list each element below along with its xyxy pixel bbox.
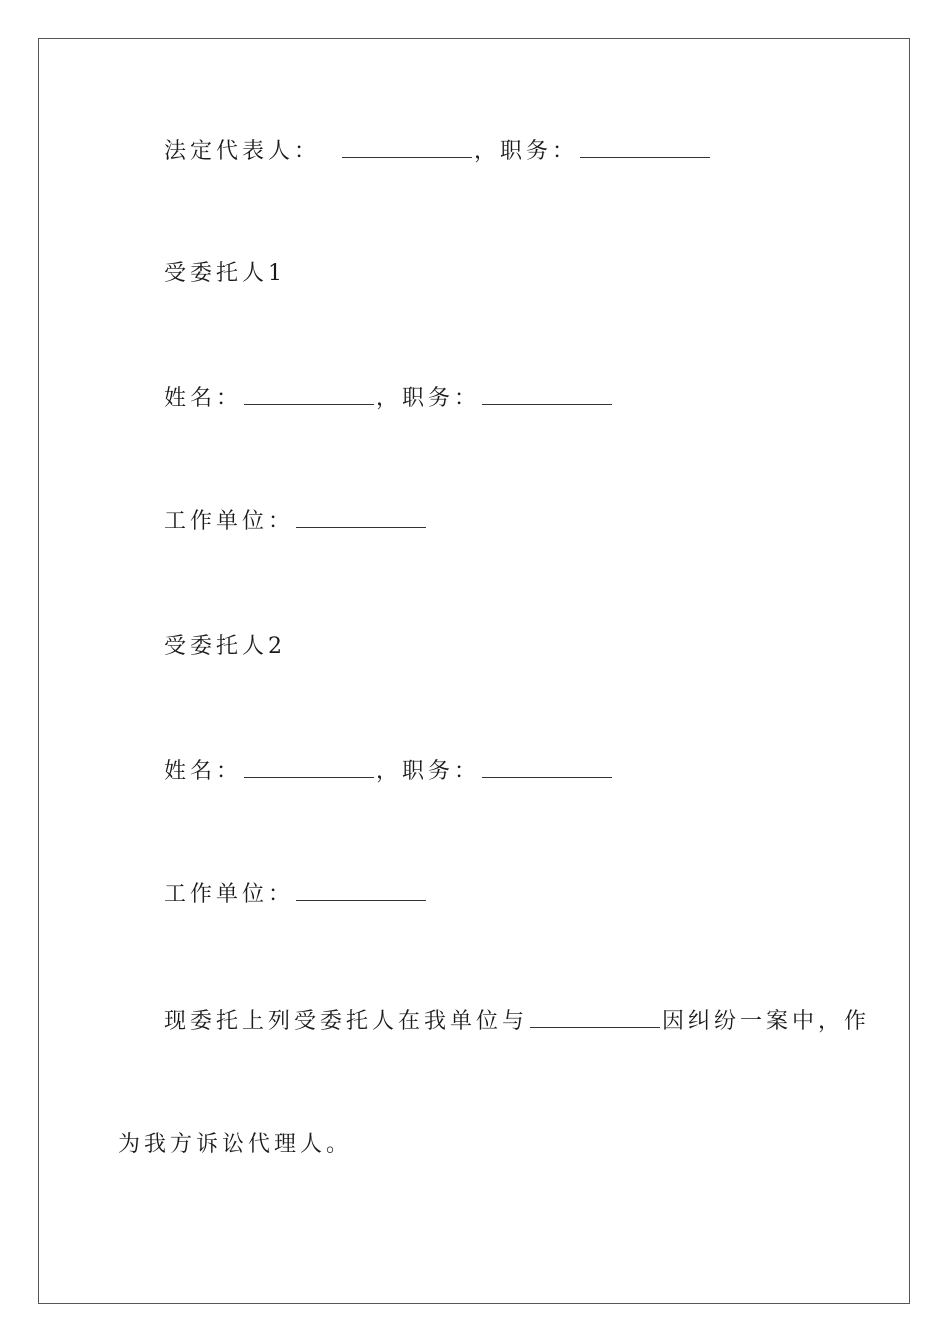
agent1-name-label: 姓名： [164,386,243,411]
agent2-name-blank [244,757,374,778]
agent1-title-label: ，职务： [376,386,481,411]
agent2-title-label: ，职务： [376,759,481,784]
agent1-heading [164,259,286,289]
entrust-paragraph-line1 [164,1007,870,1037]
entrust-paragraph-line2 [118,1130,352,1160]
opposing-party-blank [530,1007,660,1028]
agent1-workplace-label: 工作单位： [164,509,295,534]
legal-representative-label: 法定代表人： [164,139,321,164]
agent2-workplace-blank [296,880,426,901]
page-frame [38,38,910,1304]
legal-representative-blank [342,137,472,158]
agent2-workplace-label: 工作单位： [164,882,295,907]
agent2-workplace-line [164,880,428,910]
entrust-text-continuation: 为我方诉讼代理人。 [118,1132,353,1157]
agent2-name-label: 姓名： [164,759,243,784]
agent2-heading [164,632,286,662]
agent2-title-blank [482,757,612,778]
title-label: ，职务： [474,139,579,164]
agent2-label: 受委托人2 [164,634,286,659]
agent1-workplace-blank [296,507,426,528]
agent1-name-blank [244,384,374,405]
legal-representative-line [164,137,712,167]
legal-representative-title-blank [580,137,710,158]
agent1-workplace-line [164,507,428,537]
entrust-text-end: 因纠纷一案中，作 [662,1009,871,1034]
agent1-name-line [164,384,614,414]
agent2-name-line [164,757,614,787]
agent1-title-blank [482,384,612,405]
entrust-text-start: 现委托上列受委托人在我单位与 [164,1009,529,1034]
agent1-label: 受委托人1 [164,261,286,286]
